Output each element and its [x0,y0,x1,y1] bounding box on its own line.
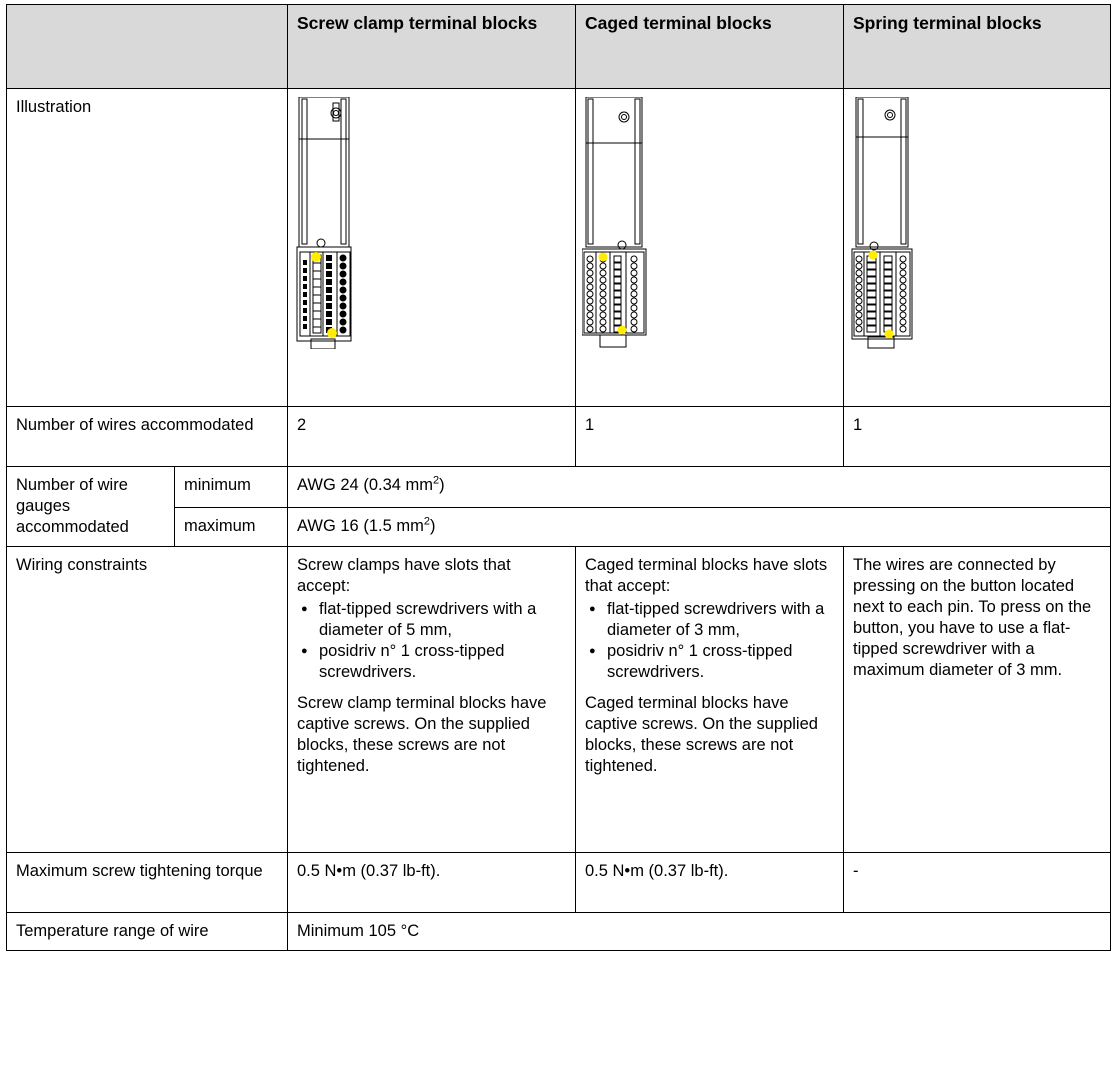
marker-dot [327,328,337,338]
torque-row [7,853,1111,913]
list-item: ● posidriv n° 1 cross-tipped screwdrivers. [297,641,566,683]
marker-dot [311,252,321,262]
marker-dot [869,251,878,260]
wires-screw: 2 [288,407,576,467]
wires-label: Number of wires accommodated [7,407,288,467]
terminal-block-table [6,4,1111,951]
list-item: ● flat-tipped screwdrivers with a diameter of 3 mm, [585,599,834,641]
gauge-max-value: AWG 16 (1.5 $mm^2$) [288,508,1111,547]
gauge-min-value: AWG 24 (0.34 $mm^2$) [288,467,1111,508]
wiring-label: Wiring constraints [7,547,288,853]
spring-block-drawing [850,97,916,349]
illustration-row [7,89,1111,407]
header-spring: Spring terminal blocks [844,5,1111,89]
temp-label: Temperature range of wire [7,913,288,951]
screw-clamp-illustration [288,89,576,407]
torque-spring: - [844,853,1111,913]
marker-dot [618,326,627,335]
header-screw-clamp: Screw clamp terminal blocks [288,5,576,89]
torque-caged: 0.5 N•m (0.37 lb-ft). [576,853,844,913]
wiring-spring: The wires are connected by pressing on the button located next to each pin. To press on the button, you have to use a flat-tipped screwdriver with a maximum diameter of 3 mm. [844,547,1111,853]
header-row [7,5,1111,89]
wiring-screw: Screw clamps have slots that accept: ● flat-tipped screwdrivers with a diameter of 5 mm, ● posidriv n° 1 cross-tipped screwdrivers. Screw clamp terminal blocks have captive screws. On the supplied blocks, these screws are not tightened. [288,547,576,853]
spring-illustration [844,89,1111,407]
marker-dot [599,253,608,262]
caged-block-drawing [582,97,652,349]
torque-label: Maximum screw tightening torque [7,853,288,913]
wires-caged: 1 [576,407,844,467]
wires-row [7,407,1111,467]
wiring-row [7,547,1111,853]
header-caged: Caged terminal blocks [576,5,844,89]
list-item: ● flat-tipped screwdrivers with a diameter of 5 mm, [297,599,566,641]
list-item: ● posidriv n° 1 cross-tipped screwdrivers. [585,641,834,683]
torque-screw: 0.5 N•m (0.37 lb-ft). [288,853,576,913]
wires-spring: 1 [844,407,1111,467]
header-blank [7,5,288,89]
temp-row [7,913,1111,951]
gauges-label: Number of wire gauges accommodated [7,467,175,547]
gauge-max-label: maximum [175,508,288,547]
marker-dot [885,330,894,339]
gauge-min-row [7,467,1111,508]
gauge-min-label: minimum [175,467,288,508]
illustration-label: Illustration [7,89,288,407]
caged-illustration [576,89,844,407]
temp-value: Minimum 105 °C [288,913,1111,951]
wiring-caged: Caged terminal blocks have slots that accept: ● flat-tipped screwdrivers with a diameter of 3 mm, ● posidriv n° 1 cross-tipped screwdrivers. Caged terminal blocks have captive screws. On the supplied blocks, these screws are not tightened. [576,547,844,853]
screw-clamp-block-drawing [295,97,375,349]
